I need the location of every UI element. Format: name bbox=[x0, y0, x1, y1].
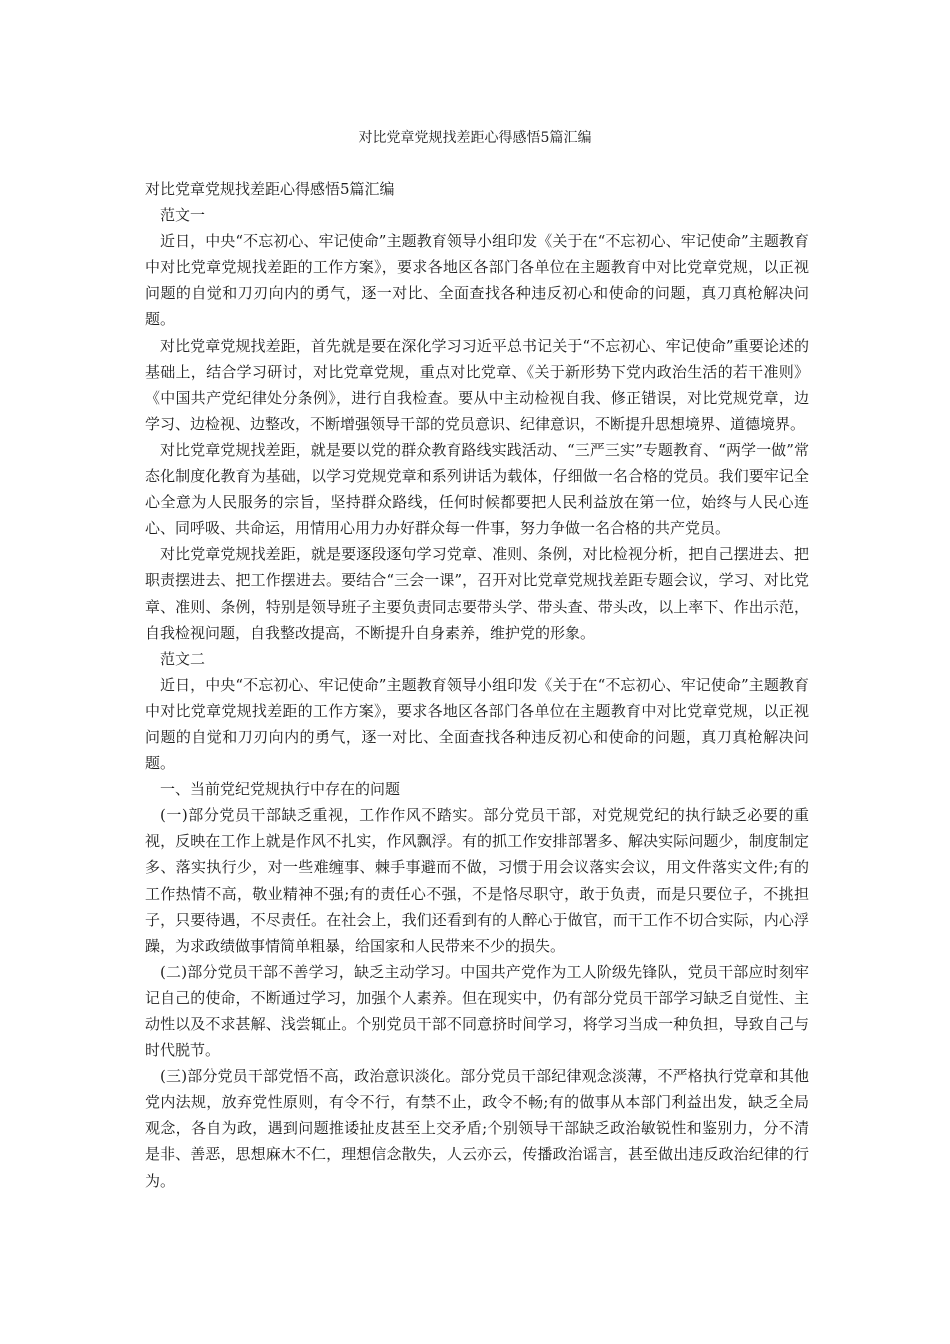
paragraph: 对比党章党规找差距，首先就是要在深化学习习近平总书记关于“不忘初心、牢记使命”重要论述的基础上，结合学习研讨，对比党章党规，重点对比党章、《关于新形势下党内政治生活的若干准则》《中国共产党纪律处分条例》，进行自我检查。要从中主动检视自我、修正错误，对比党规党章，边学习、边检视、边整改，不断增强领导干部的党员意识、纪律意识，不断提升思想境界、道德境界。 bbox=[145, 336, 809, 433]
section-label-fanwen-1: 范文一 bbox=[160, 206, 206, 225]
paragraph: 近日，中央“不忘初心、牢记使命”主题教育领导小组印发《关于在“不忘初心、牢记使命”主题教育中对比党章党规找差距的工作方案》，要求各地区各部门各单位在主题教育中对比党章党规，以正视问题的自觉和刀刃向内的勇气，逐一对比、全面查找各种违反初心和使命的问题，真刀真枪解决问题。 bbox=[145, 675, 809, 773]
paragraph: (一)部分党员干部缺乏重视，工作作风不踏实。部分党员干部，对党规党纪的执行缺乏必要的重视，反映在工作上就是作风不扎实，作风飘浮。有的抓工作安排部署多、解决实际问题少，制度制定多、落实执行少，对一些难缠事、棘手事避而不做，习惯于用会议落实会议，用文件落实文件;有的工作热情不高，敬业精神不强;有的责任心不强，不是恪尽职守，敢于负责，而是只要位子，不挑担子，只要待遇，不尽责任。在社会上，我们还看到有的人醉心于做官，而干工作不切合实际，内心浮躁，为求政绩做事情简单粗暴，给国家和人民带来不少的损失。 bbox=[145, 806, 809, 955]
document-body bbox=[145, 176, 809, 1194]
paragraph: 近日，中央“不忘初心、牢记使命”主题教育领导小组印发《关于在“不忘初心、牢记使命”主题教育中对比党章党规找差距的工作方案》，要求各地区各部门各单位在主题教育中对比党章党规，以正视问题的自觉和刀刃向内的勇气，逐一对比、全面查找各种违反初心和使命的问题，真刀真枪解决问题。 bbox=[145, 232, 809, 329]
section-heading: 一、当前党纪党规执行中存在的问题 bbox=[160, 780, 401, 799]
paragraph: 对比党章党规找差距，就是要以党的群众教育路线实践活动、“三严三实”专题教育、“两学一做”常态化制度化教育为基础，以学习党规党章和系列讲话为载体，仔细做一名合格的党员。我们要牢记全心全意为人民服务的宗旨，坚持群众路线，任何时候都要把人民利益放在第一位，始终与人民心连心、同呼吸、共命运，用情用心用力办好群众每一件事，努力争做一名合格的共产党员。 bbox=[145, 440, 809, 538]
document-heading: 对比党章党规找差距心得感悟5篇汇编 bbox=[145, 180, 395, 198]
section-label-fanwen-2: 范文二 bbox=[160, 649, 206, 668]
paragraph: (三)部分党员干部党悟不高，政治意识淡化。部分党员干部纪律观念淡薄，不严格执行党章和其他党内法规，放弃党性原则，有令不行，有禁不止，政令不畅;有的做事从本部门利益出发，缺乏全局观念，各自为政，遇到问题推诿扯皮甚至上交矛盾;个别领导干部缺乏政治敏锐性和鉴别力，分不清是非、善恶，思想麻木不仁，理想信念散失，人云亦云，传播政治谣言，甚至做出违反政治纪律的行为。 bbox=[145, 1067, 809, 1190]
paragraph: (二)部分党员干部不善学习，缺乏主动学习。中国共产党作为工人阶级先锋队，党员干部应时刻牢记自己的使命，不断通过学习，加强个人素养。但在现实中，仍有部分党员干部学习缺乏自觉性、主动性以及不求甚解、浅尝辄止。个别党员干部不同意挤时间学习，将学习当成一种负担，导致自己与时代脱节。 bbox=[145, 962, 809, 1060]
paragraph: 对比党章党规找差距，就是要逐段逐句学习党章、准则、条例，对比检视分析，把自己摆进去、把职责摆进去、把工作摆进去。要结合“三会一课”，召开对比党章党规找差距专题会议，学习、对比党章、准则、条例，特别是领导班子主要负责同志要带头学、带头查、带头改，以上率下、作出示范，自我检视问题，自我整改提高，不断提升自身素养，维护党的形象。 bbox=[145, 545, 809, 642]
page-title: 对比党章党规找差距心得感悟5篇汇编 bbox=[358, 130, 592, 146]
